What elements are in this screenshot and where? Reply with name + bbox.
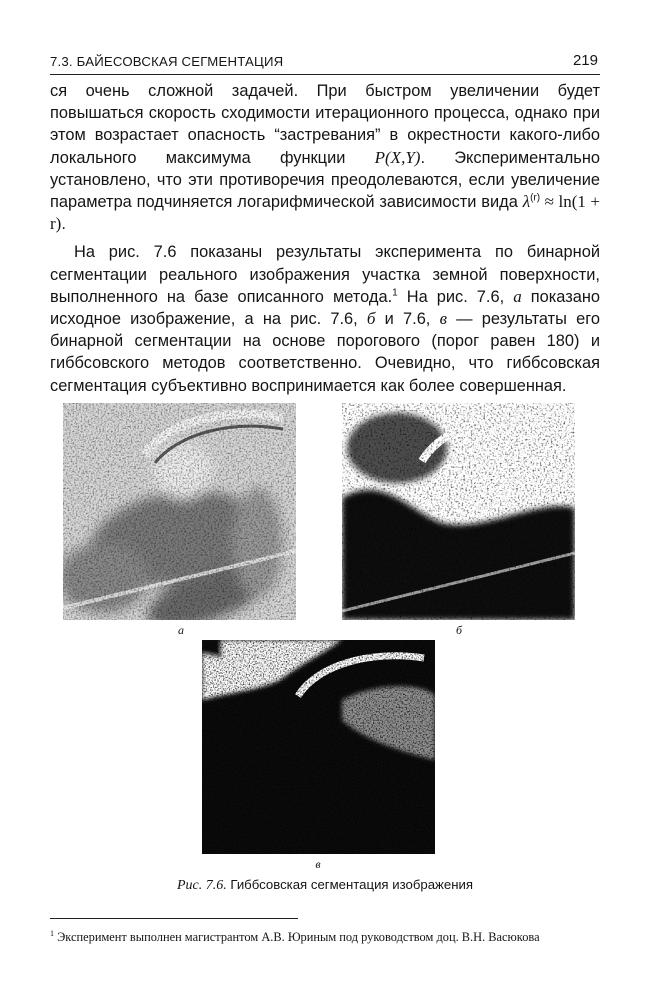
p1-text-1: ся очень сложной задачей. При быстром увеличении будет повышаться скорость сходимости итерационного процесса, однако при этом возрастает опасность “застревания” в окрестности какого-либо локального максимума функции xyxy=(50,82,600,167)
formula-pxy: P(X,Y) xyxy=(374,147,421,167)
formula-log: ≈ ln(1 + r) xyxy=(50,192,600,234)
paragraph-2 xyxy=(50,241,600,396)
ref-label-a: а xyxy=(513,286,522,306)
p2-text-4: и 7.6, xyxy=(375,310,440,329)
p1-text-2: . Экспериментально установлено, что эти противоречия преодолеваются, если увеличение параметра подчиняется логарифмической зависимости вида xyxy=(50,148,600,212)
footnote-text: Эксперимент выполнен магистрантом А.В. Юриным под руководством доц. В.Н. Васюкова xyxy=(54,930,540,944)
page-number: 219 xyxy=(572,52,598,69)
p2-text-1: На рис. 7.6 показаны результаты эксперимента по бинарной сегментации реального изображения участка земной поверхности, выполненного на базе описанного метода. xyxy=(50,243,600,306)
p2-text-3: показано исходное изображение, а на рис. 7.6, xyxy=(50,287,601,329)
p2-text-5: — результаты его бинарной сегментации на основе порогового (порог равен 180) и гиббсовского методов соответственно. Очевидно, что гиббсовская сегментация субъективно воспринимается как более совершенная. xyxy=(50,310,600,395)
figure-caption xyxy=(50,877,600,894)
caption-label: Рис. 7.6. xyxy=(176,878,227,893)
running-header xyxy=(50,50,600,75)
section-title: 7.3. БАЙЕСОВСКАЯ СЕГМЕНТАЦИЯ xyxy=(50,54,284,69)
label-a: а xyxy=(178,623,184,637)
caption-text: Гиббсовская сегментация изображения xyxy=(226,877,474,892)
footnote-ref[interactable]: 1 xyxy=(392,287,398,299)
formula-lambda: λ xyxy=(522,192,531,212)
paragraph-1 xyxy=(50,80,600,235)
footnote-mark: 1 xyxy=(50,928,54,938)
figure-c-gibbs-segmentation xyxy=(202,640,435,854)
label-b: б xyxy=(455,623,463,637)
formula-lambda-sup: (r) xyxy=(530,192,541,204)
figure-b-threshold-segmentation xyxy=(342,403,575,620)
body-text xyxy=(50,80,600,397)
label-c: в xyxy=(315,857,321,871)
ref-label-c: в xyxy=(439,309,447,329)
p2-text-2: На рис. 7.6, xyxy=(397,287,514,306)
footnote xyxy=(50,930,610,945)
footnote-rule xyxy=(50,918,298,919)
figure-a-original-image xyxy=(63,403,296,620)
ref-label-b: б xyxy=(366,309,376,329)
p1-text-3: . xyxy=(61,215,66,234)
